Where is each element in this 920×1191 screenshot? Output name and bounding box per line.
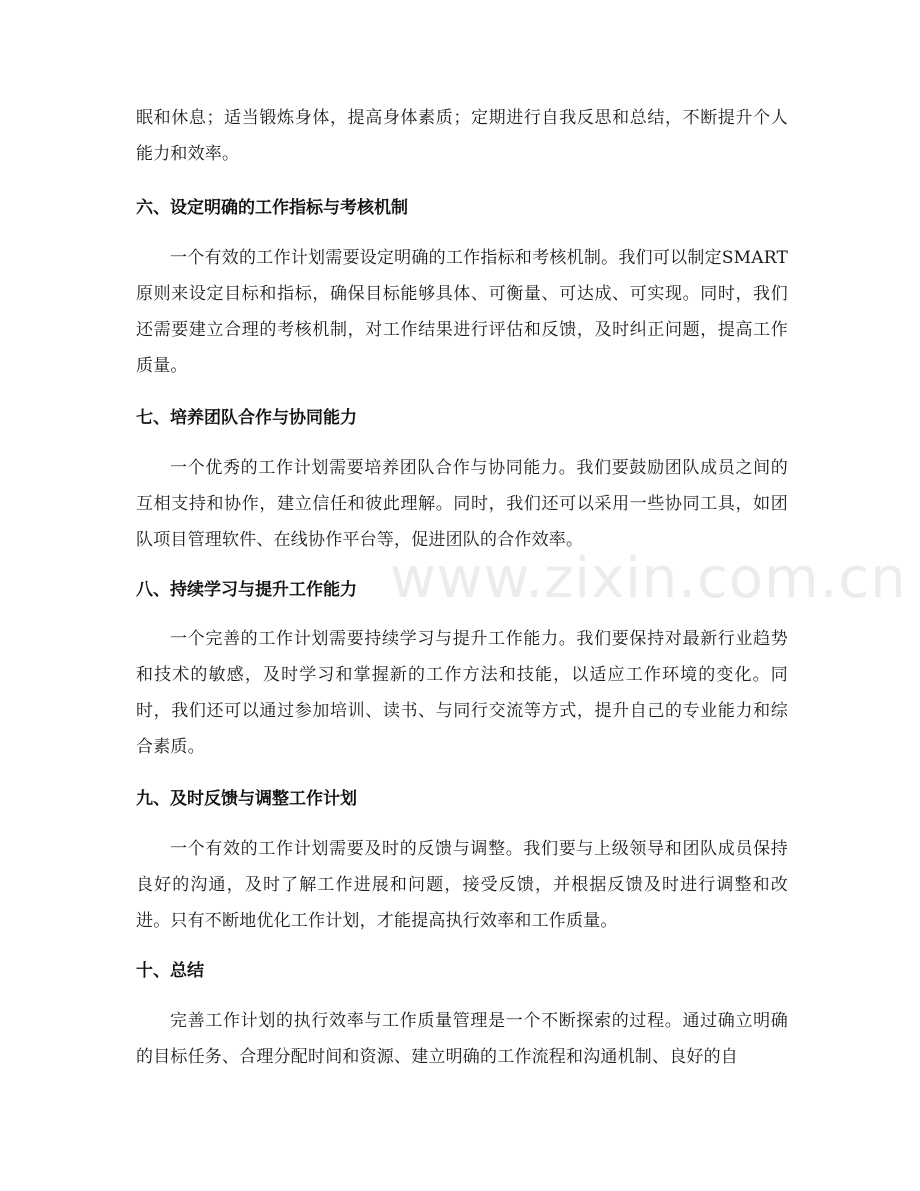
section-9-paragraph: 一个有效的工作计划需要及时的反馈与调整。我们要与上级领导和团队成员保持良好的沟通，及时了解工作进展和问题，接受反馈，并根据反馈及时进行调整和改进。只有不断地优化工作计划，才能提高执行效率和工作质量。: [136, 839, 788, 931]
section-10-paragraph: 完善工作计划的执行效率与工作质量管理是一个不断探索的过程。通过确立明确的目标任务、合理分配时间和资源、建立明确的工作流程和沟通机制、良好的自: [136, 1011, 788, 1067]
section-6-paragraph: 一个有效的工作计划需要设定明确的工作指标和考核机制。我们可以制定SMART原则来设定目标和指标，确保目标能够具体、可衡量、可达成、可实现。同时，我们还需要建立合理的考核机制，对工作结果进行评估和反馈，及时纠正问题，提高工作质量。: [136, 248, 788, 376]
section-10-heading: 十、总结: [136, 961, 204, 981]
watermark-text: www.zixin.com.cn: [390, 546, 907, 611]
intro-continuation-paragraph: 眠和休息；适当锻炼身体，提高身体素质；定期进行自我反思和总结，不断提升个人能力和效率。: [136, 108, 788, 164]
section-6-heading: 六、设定明确的工作指标与考核机制: [136, 198, 408, 218]
section-7-paragraph: 一个优秀的工作计划需要培养团队合作与协同能力。我们要鼓励团队成员之间的互相支持和协作，建立信任和彼此理解。同时，我们还可以采用一些协同工具，如团队项目管理软件、在线协作平台等，促进团队的合作效率。: [136, 458, 788, 550]
section-8-paragraph: 一个完善的工作计划需要持续学习与提升工作能力。我们要保持对最新行业趋势和技术的敏感，及时学习和掌握新的工作方法和技能，以适应工作环境的变化。同时，我们还可以通过参加培训、读书、与同行交流等方式，提升自己的专业能力和综合素质。: [136, 629, 788, 757]
section-8-heading: 八、持续学习与提升工作能力: [136, 580, 357, 600]
section-7-heading: 七、培养团队合作与协同能力: [136, 408, 357, 428]
section-9-heading: 九、及时反馈与调整工作计划: [136, 789, 357, 809]
